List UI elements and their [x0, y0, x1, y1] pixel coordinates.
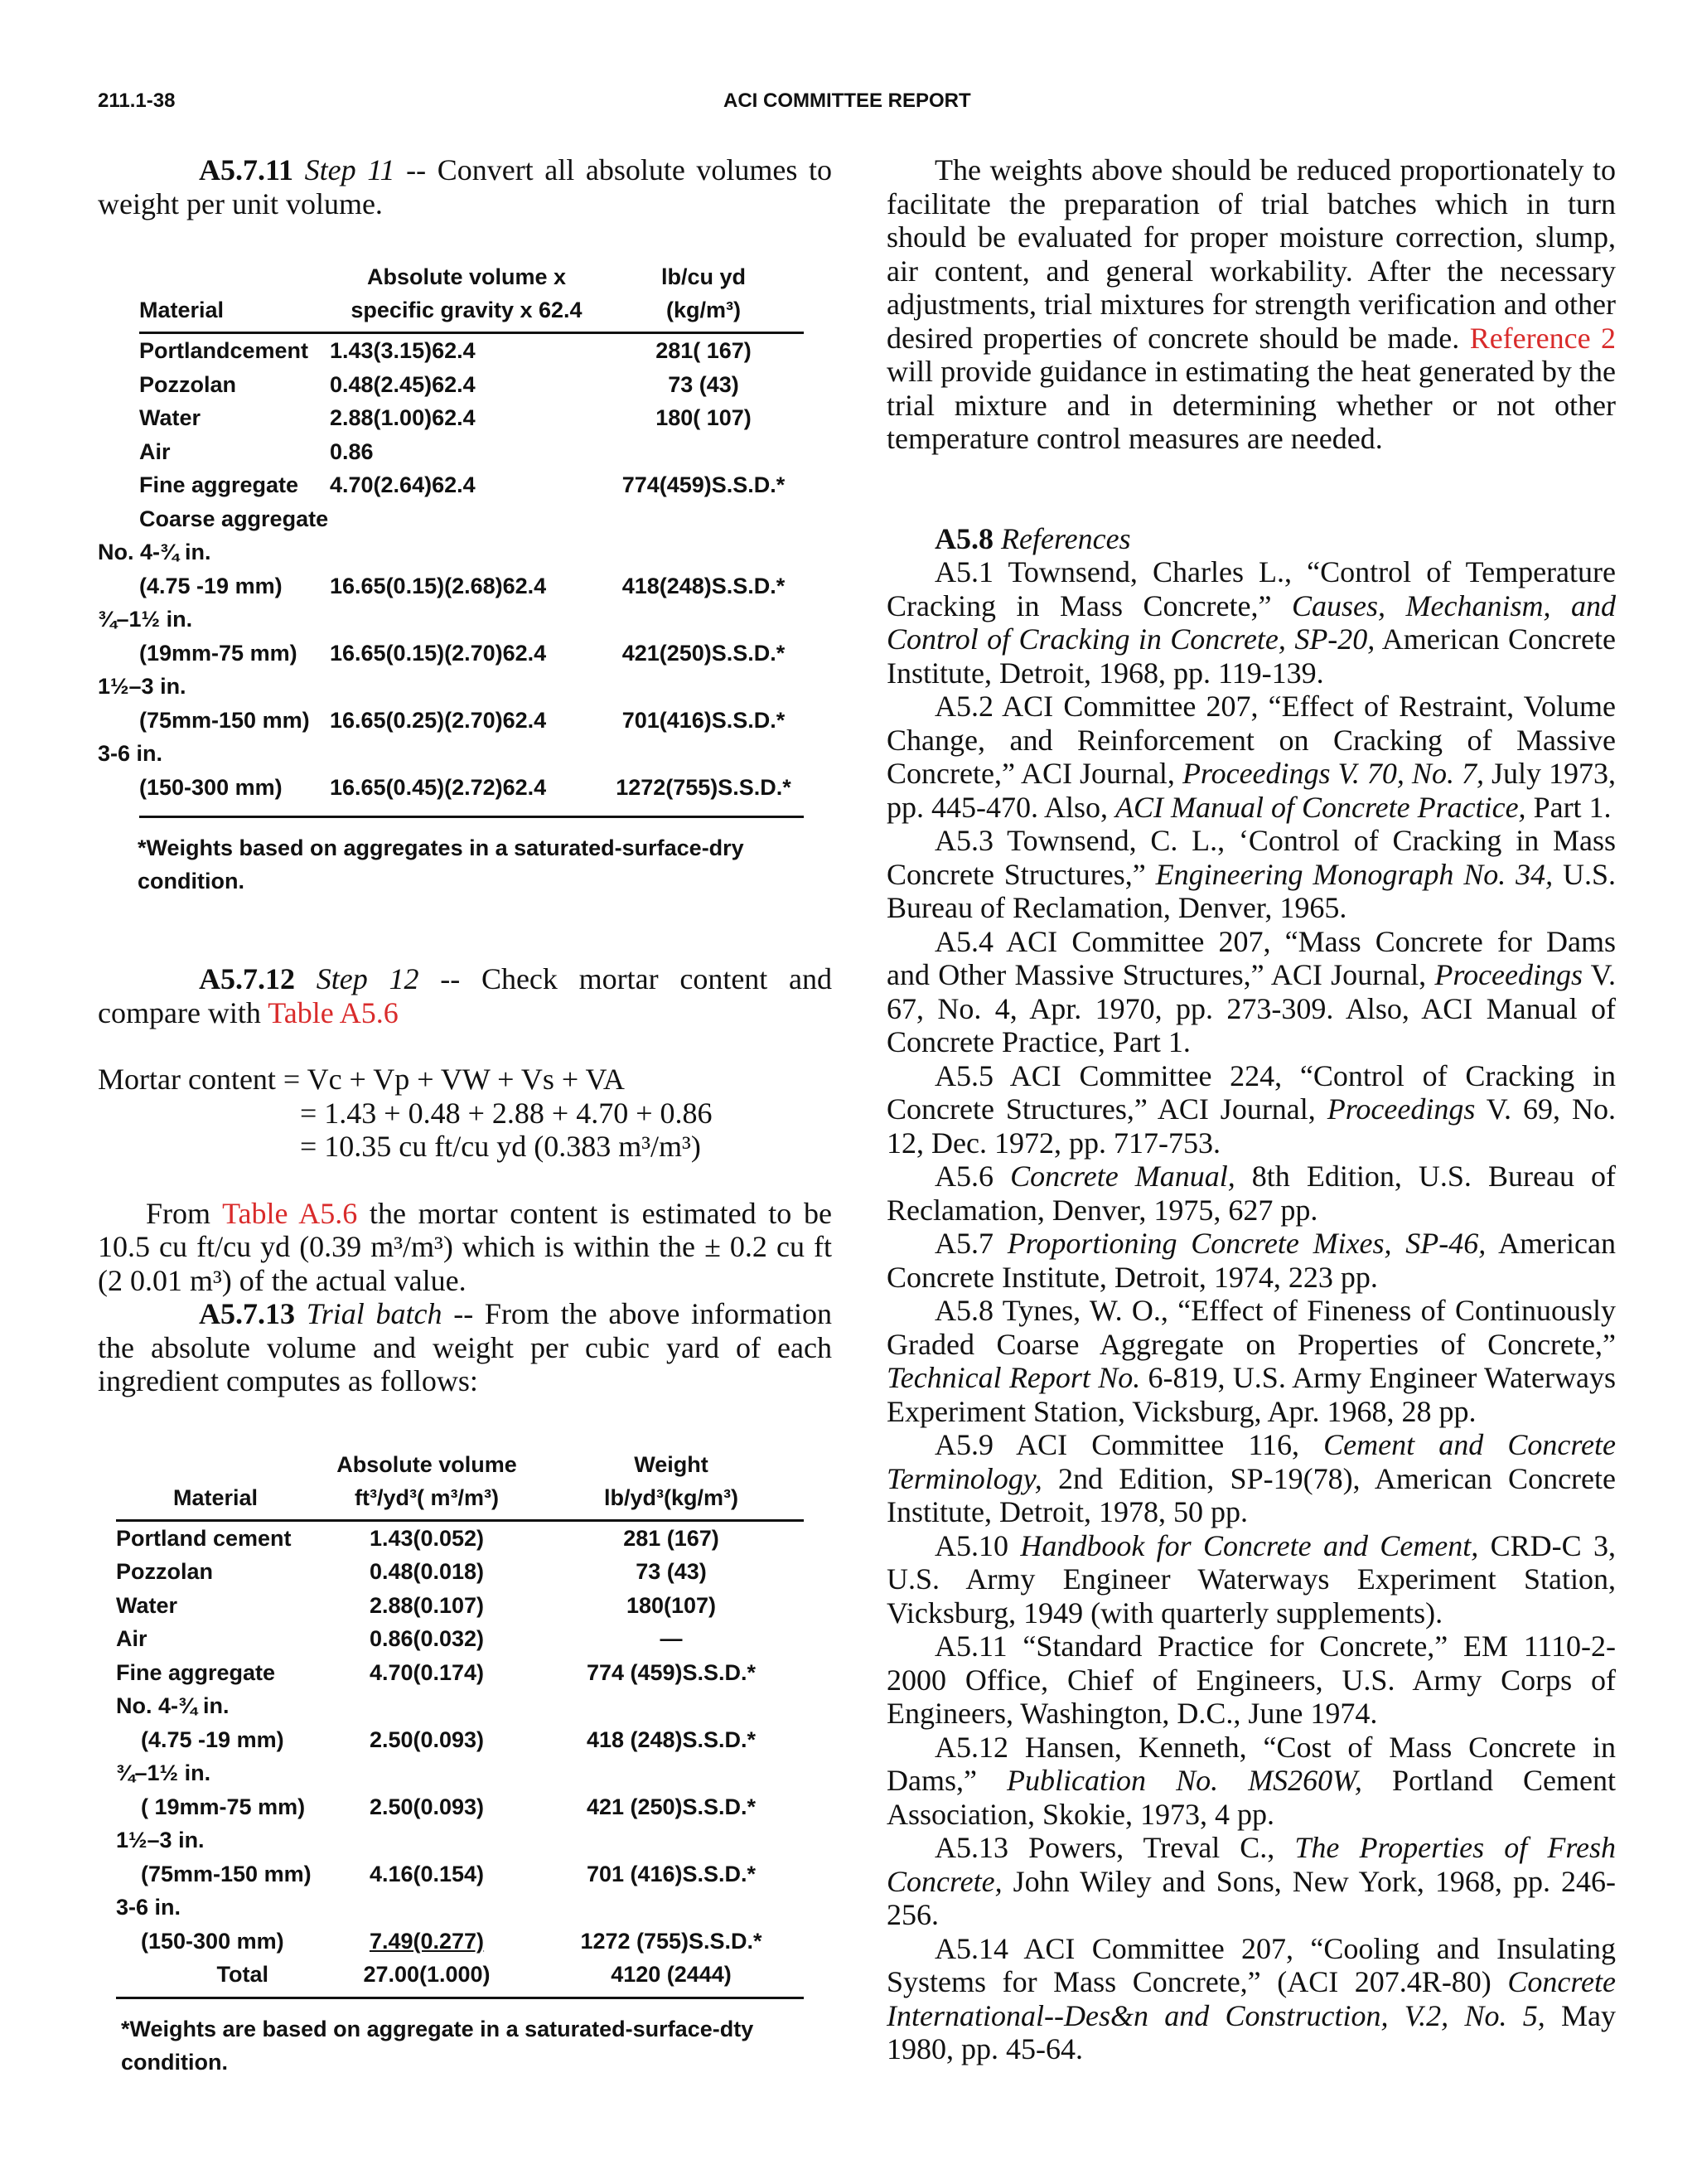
reference-item: A5.14 ACI Committee 207, “Cooling and Insulating Systems for Mass Concrete,” (ACI 207.4R-80) Concrete International--Des&n and Construction, V.2, No. 5, May 1980, pp. 45-64.	[887, 1931, 1617, 2065]
cell-weight: 774(459)S.S.D.*	[621, 472, 786, 497]
cell-material: (4.75 -19 mm)	[139, 573, 283, 598]
cell-absvol: 0.48(0.018)	[369, 1559, 485, 1584]
cell-material: (150-300 mm)	[141, 1928, 284, 1954]
table-row	[116, 1723, 804, 1757]
cell-absvol: 0.48(2.45)62.4	[330, 371, 476, 397]
cell-weight	[539, 1891, 804, 1925]
table-a56-link[interactable]: Table A5.6	[268, 995, 399, 1029]
table2-footnote: *Weights are based on aggregate in a saturated-surface-dty condition.	[121, 2016, 754, 2075]
references-heading: A5.8 References	[935, 521, 1131, 555]
cell-absvol: 1.43(3.15)62.4	[330, 338, 476, 363]
mortar-equation	[98, 1063, 832, 1164]
table-row	[116, 1891, 804, 1925]
table-row	[116, 1555, 804, 1589]
table-a56-link-2[interactable]: Table A5.6	[222, 1196, 358, 1230]
reference-item: A5.11 “Standard Practice for Concrete,” EM 1110-2-2000 Office, Chief of Engineers, U.S. Army Corps of Engineers, Washington, D.C., June 1974.	[887, 1630, 1616, 1730]
cell-absvol: 1.43(0.052)	[369, 1525, 485, 1551]
table-row	[116, 1823, 804, 1857]
col-weight-2: Weight lb/yd³(kg/m³)	[539, 1448, 804, 1521]
col-weight: lb/cu yd (kg/m³)	[603, 260, 804, 333]
table-row	[139, 569, 804, 603]
cell-weight: 1272 (755)S.S.D.*	[580, 1928, 762, 1954]
cell-weight	[539, 1823, 804, 1857]
cell-material: Water	[139, 405, 201, 430]
cell-absvol: 4.70(2.64)62.4	[330, 472, 476, 497]
step12-paragraph: A5.7.12 Step 12 -- Check mortar content and compare with Table A5.6	[98, 962, 833, 1029]
cell-absvol	[330, 502, 603, 536]
cell-absvol	[330, 670, 603, 704]
cell-absvol: 4.16(0.154)	[369, 1861, 485, 1886]
cell-weight	[539, 1689, 804, 1723]
cell-weight: 1272(755)S.S.D.*	[616, 774, 791, 800]
table-row	[139, 670, 804, 704]
cell-absvol: 0.86(0.032)	[369, 1626, 485, 1651]
cell-weight	[603, 502, 804, 536]
mortar-line-1: Mortar content = Vc + Vp + VW + Vs + VA	[98, 1063, 625, 1096]
cell-absvol: 0.86	[330, 438, 374, 464]
total-weight: 4120 (2444)	[611, 1962, 732, 1987]
cell-material: 3-6 in.	[98, 741, 163, 766]
col-material: Material	[139, 260, 330, 333]
cell-material: 1½–3 in.	[98, 674, 186, 699]
table-row	[116, 1622, 804, 1656]
cell-weight: 774 (459)S.S.D.*	[586, 1659, 757, 1685]
cell-absvol	[330, 603, 603, 637]
cell-material: Air	[139, 438, 171, 464]
mortar-line-3: = 10.35 cu ft/cu yd (0.383 m³/m³)	[300, 1130, 701, 1163]
cell-material: (4.75 -19 mm)	[141, 1726, 284, 1752]
reference-item: A5.2 ACI Committee 207, “Effect of Restraint, Volume Change, and Reinforcement on Cracking of Massive Concrete,” ACI Journal, Proceedings V. 70, No. 7, July 1973, pp. 445-470. Also, ACI Manual of Concrete Practice, Part 1.	[887, 690, 1616, 824]
cell-material: 3-6 in.	[116, 1895, 181, 1920]
table-row	[116, 1790, 804, 1824]
table1-footnote: *Weights based on aggregates in a saturated-surface-dry condition.	[138, 835, 744, 893]
cell-material: Portlandcement	[139, 338, 309, 363]
cell-material: Air	[116, 1626, 147, 1651]
step11-paragraph: A5.7.11 Step 11 -- Convert all absolute volumes to weight per unit volume.	[98, 153, 833, 220]
table-row	[139, 637, 804, 671]
cell-absvol: 2.50(0.093)	[369, 1726, 485, 1752]
table-row	[139, 771, 804, 805]
col-absvol-2: Absolute volume ft³/yd³( m³/m³)	[315, 1448, 539, 1521]
reference-item: A5.6 Concrete Manual, 8th Edition, U.S. Bureau of Reclamation, Denver, 1975, 627 pp.	[887, 1160, 1616, 1227]
cell-absvol: 2.88(1.00)62.4	[330, 405, 476, 430]
reference-item: A5.12 Hansen, Kenneth, “Cost of Mass Concrete in Dams,” Publication No. MS260W, Portland Cement Association, Skokie, 1973, 4 pp.	[887, 1730, 1616, 1831]
cell-material: (75mm-150 mm)	[141, 1861, 312, 1886]
cell-material: (19mm-75 mm)	[139, 640, 297, 666]
table1-bottom-rule	[139, 816, 804, 818]
cell-absvol: 7.49(0.277)	[369, 1928, 485, 1954]
cell-absvol: 2.88(0.107)	[369, 1592, 485, 1618]
table-row	[116, 1520, 804, 1555]
table-row	[139, 435, 804, 469]
table-row	[139, 535, 804, 569]
reference-item: A5.8 Tynes, W. O., “Effect of Fineness of Continuously Graded Coarse Aggregate on Properties of Concrete,” Technical Report No. 6-819, U.S. Army Engineer Waterways Experiment Station, Vicksburg, Apr. 1968, 28 pp.	[887, 1294, 1617, 1428]
left-column	[98, 153, 832, 2079]
cell-weight: —	[660, 1626, 683, 1651]
reference-item: A5.4 ACI Committee 207, “Mass Concrete for Dams and Other Massive Structures,” ACI Journal, Proceedings V. 67, No. 4, Apr. 1970, pp. 273-309. Also, ACI Manual of Concrete Practice, Part 1.	[887, 924, 1616, 1058]
cell-absvol	[315, 1823, 539, 1857]
total-row	[116, 1958, 804, 1992]
table-row	[116, 1925, 804, 1959]
cell-absvol	[330, 535, 603, 569]
table-row	[139, 737, 804, 771]
cell-material: 1½–3 in.	[116, 1828, 205, 1852]
running-title: ACI COMMITTEE REPORT	[723, 90, 971, 112]
cell-material: Fine aggregate	[116, 1659, 276, 1685]
table-row	[139, 333, 804, 368]
step13-paragraph: A5.7.13 Trial batch -- From the above information the absolute volume and weight per cubic yard of each ingredient computes as follows:	[98, 1297, 833, 1397]
cell-weight: 73 (43)	[668, 371, 739, 397]
table-row	[116, 1689, 804, 1723]
cell-weight	[603, 435, 804, 469]
from-paragraph: From Table A5.6 the mortar content is estimated to be 10.5 cu ft/cu yd (0.39 m³/m³) which is within the ± 0.2 cu ft (2 0.01 m³) of the actual value.	[98, 1196, 832, 1297]
cell-material: ( 19mm-75 mm)	[141, 1794, 306, 1819]
weights-paragraph: The weights above should be reduced proportionately to facilitate the preparation of trial batches which in turn should be evaluated for proper moisture correction, slump, air content, and general workability. After the necessary adjustments, trial mixtures for strength verification and other desired properties of concrete should be made. Reference 2 will provide guidance in estimating the heat generated by the trial mixture and in determining whether or not other temperature control measures are needed.	[887, 153, 1616, 455]
col-material-2: Material	[116, 1448, 315, 1521]
conversion-table	[98, 260, 804, 804]
table-row	[139, 368, 804, 402]
reference-item: A5.9 ACI Committee 116, Cement and Concrete Terminology, 2nd Edition, SP-19(78), American Concrete Institute, Detroit, 1978, 50 pp.	[887, 1428, 1616, 1528]
cell-weight: 73 (43)	[636, 1559, 707, 1584]
cell-weight: 421 (250)S.S.D.*	[586, 1794, 757, 1819]
reference-item: A5.5 ACI Committee 224, “Control of Cracking in Concrete Structures,” ACI Journal, Proceedings V. 69, No. 12, Dec. 1972, pp. 717-753.	[887, 1058, 1616, 1160]
cell-weight	[603, 737, 804, 771]
cell-weight: 180(107)	[626, 1592, 717, 1618]
table-row	[116, 1656, 804, 1690]
total-label: Total	[216, 1962, 268, 1987]
cell-absvol	[315, 1891, 539, 1925]
cell-weight: 421(250)S.S.D.*	[621, 640, 786, 666]
cell-absvol: 16.65(0.15)(2.70)62.4	[330, 640, 547, 666]
table-row	[139, 603, 804, 637]
cell-material: Water	[116, 1592, 178, 1618]
cell-absvol: 2.50(0.093)	[369, 1794, 485, 1819]
reference-item: A5.3 Townsend, C. L., ‘Control of Cracking in Mass Concrete Structures,” Engineering Monograph No. 34, U.S. Bureau of Reclamation, Denver, 1965.	[887, 824, 1616, 924]
cell-material: ¾–1½ in.	[98, 607, 193, 632]
cell-absvol: 16.65(0.15)(2.68)62.4	[330, 573, 547, 598]
cell-absvol: 16.65(0.25)(2.70)62.4	[330, 707, 547, 733]
reference-item: A5.7 Proportioning Concrete Mixes, SP-46, American Concrete Institute, Detroit, 1974, 223 pp.	[887, 1227, 1616, 1294]
col-absvol: Absolute volume x specific gravity x 62.4	[330, 260, 603, 333]
mortar-line-2: = 1.43 + 0.48 + 2.88 + 4.70 + 0.86	[300, 1096, 713, 1130]
trial-batch-table	[116, 1448, 804, 1992]
cell-absvol	[315, 1756, 539, 1790]
table-row	[139, 401, 804, 435]
cell-material: Pozzolan	[139, 371, 237, 397]
reference-item: A5.13 Powers, Treval C., The Properties of Fresh Concrete, John Wiley and Sons, New York, 1968, pp. 246-256.	[887, 1831, 1616, 1931]
table-row	[139, 704, 804, 738]
reference-2-link[interactable]: Reference 2	[1469, 321, 1616, 355]
cell-absvol: 4.70(0.174)	[369, 1659, 485, 1685]
right-column	[887, 153, 1616, 2066]
table-row	[139, 468, 804, 502]
cell-material: Coarse aggregate	[139, 506, 329, 531]
cell-material: Portland cement	[116, 1525, 292, 1551]
cell-material: No. 4-¾ in.	[116, 1693, 230, 1718]
table-row	[116, 1756, 804, 1790]
cell-material: Fine aggregate	[139, 472, 299, 497]
reference-item: A5.1 Townsend, Charles L., “Control of Temperature Cracking in Mass Concrete,” Causes, Mechanism, and Control of Cracking in Concrete, SP-20, American Concrete Institute, Detroit, 1968, pp. 119-139.	[887, 555, 1616, 690]
table2-bottom-rule	[116, 1997, 804, 1999]
cell-weight	[603, 603, 804, 637]
total-absvol: 27.00(1.000)	[363, 1962, 491, 1987]
table-row	[116, 1857, 804, 1891]
cell-weight: 281( 167)	[655, 338, 752, 363]
cell-weight: 281 (167)	[623, 1525, 719, 1551]
cell-weight	[539, 1756, 804, 1790]
references-list	[887, 555, 1616, 2066]
cell-absvol	[315, 1689, 539, 1723]
table-row	[116, 1589, 804, 1623]
cell-weight: 701 (416)S.S.D.*	[586, 1861, 757, 1886]
cell-material: ¾–1½ in.	[116, 1760, 211, 1785]
cell-material: Pozzolan	[116, 1559, 214, 1584]
cell-material: (150-300 mm)	[139, 774, 283, 800]
cell-weight	[603, 535, 804, 569]
cell-weight	[603, 670, 804, 704]
cell-weight: 180( 107)	[655, 405, 752, 430]
page-number: 211.1-38	[98, 90, 176, 112]
table-row	[139, 502, 804, 536]
cell-material: (75mm-150 mm)	[139, 707, 310, 733]
cell-material: No. 4-¾ in.	[98, 540, 211, 564]
cell-weight: 418 (248)S.S.D.*	[586, 1726, 757, 1752]
cell-weight: 701(416)S.S.D.*	[621, 707, 786, 733]
reference-item: A5.10 Handbook for Concrete and Cement, CRD-C 3, U.S. Army Engineer Waterways Experiment Station, Vicksburg, 1949 (with quarterly supplements).	[887, 1528, 1616, 1630]
cell-weight: 418(248)S.S.D.*	[621, 573, 786, 598]
cell-absvol	[330, 737, 603, 771]
cell-absvol: 16.65(0.45)(2.72)62.4	[330, 774, 547, 800]
